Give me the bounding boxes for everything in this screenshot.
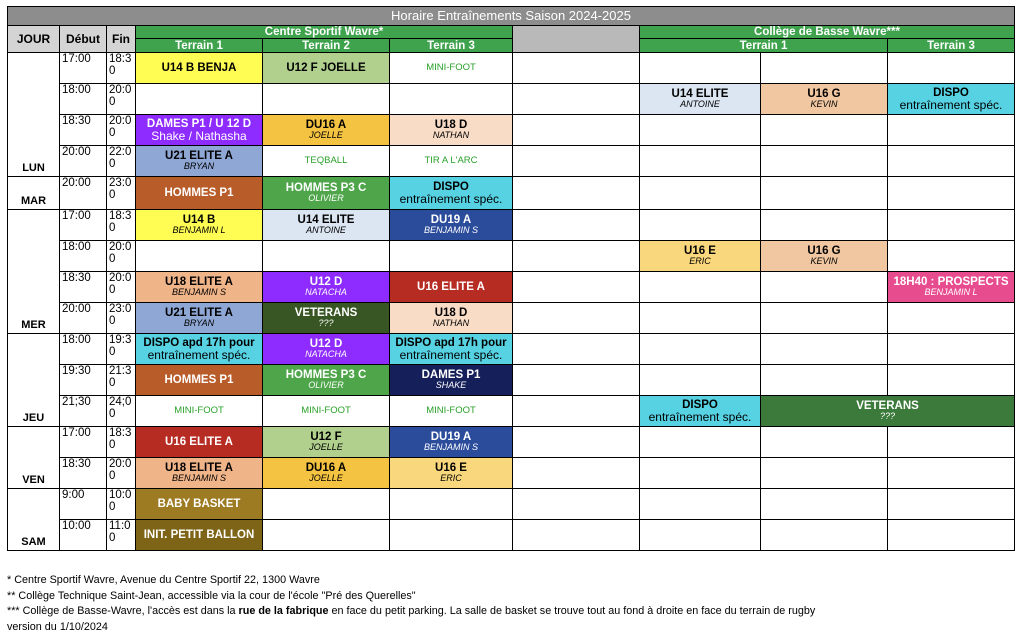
- slot-cell: [263, 115, 390, 146]
- empty-cell: [513, 84, 640, 115]
- slot-cell: [888, 272, 1015, 303]
- slot-cell: [136, 146, 263, 177]
- slot-cell: [640, 84, 761, 115]
- coach-label: SHAKE: [435, 380, 467, 391]
- slot-cell: [390, 146, 513, 177]
- slot-cell: [263, 427, 390, 458]
- coach-label: JOELLE: [309, 473, 343, 484]
- team-label: U14 B BENJA: [161, 62, 237, 75]
- court-header-cbw-1: Terrain 1: [640, 39, 888, 53]
- empty-cell: [263, 84, 390, 115]
- team-label: U18 ELITE A: [165, 276, 233, 289]
- slot-cell: [390, 334, 513, 365]
- slot-cell: [761, 241, 888, 272]
- slot-cell: [263, 303, 390, 334]
- coach-label: NATACHA: [305, 287, 347, 298]
- coach-label: JOELLE: [309, 130, 343, 141]
- team-label: U21 ELITE A: [165, 150, 233, 163]
- empty-cell: [513, 365, 640, 396]
- team-label: DU16 A: [305, 462, 347, 475]
- empty-cell: [888, 210, 1015, 241]
- team-label: U14 ELITE: [297, 214, 355, 227]
- start-time: 18:30: [60, 458, 107, 489]
- slot-cell: [136, 115, 263, 146]
- slot-cell: [136, 458, 263, 489]
- slot-cell: [136, 520, 263, 551]
- empty-cell: [888, 520, 1015, 551]
- team-label: DISPO: [433, 180, 469, 193]
- end-time: 20:00: [107, 458, 136, 489]
- slot-cell: [136, 177, 263, 210]
- empty-cell: [761, 177, 888, 210]
- empty-cell: [640, 53, 761, 84]
- end-time: 22:00: [107, 146, 136, 177]
- coach-label: BENJAMIN S: [423, 442, 478, 453]
- slot-cell: [390, 210, 513, 241]
- empty-cell: [640, 520, 761, 551]
- empty-cell: [888, 177, 1015, 210]
- start-time: 10:00: [60, 520, 107, 551]
- team-label: DISPO apd 17h pour: [143, 336, 255, 349]
- court-header-csw-1: Terrain 1: [136, 39, 263, 53]
- team-label: U12 D: [309, 276, 343, 289]
- activity-label: MINI-FOOT: [426, 405, 476, 417]
- empty-cell: [513, 53, 640, 84]
- start-time: 21;30: [60, 396, 107, 427]
- team-label: HOMMES P3 C: [285, 182, 367, 195]
- team-label: VETERANS: [856, 400, 919, 413]
- day-wednesday: MER: [8, 210, 60, 334]
- empty-cell: [888, 427, 1015, 458]
- start-time: 18:30: [60, 115, 107, 146]
- slot-cell: [640, 396, 761, 427]
- coach-label: ANTOINE: [680, 99, 720, 110]
- day-thursday: JEU: [8, 334, 60, 427]
- footnote-3: [7, 604, 815, 620]
- footnote-2: ** Collège Technique Saint-Jean, accessible via la cour de l'école "Pré des Querelles": [7, 589, 416, 602]
- team-label: U16 G: [807, 245, 841, 258]
- start-time: 18:00: [60, 84, 107, 115]
- empty-cell: [761, 272, 888, 303]
- team-label: U16 ELITE A: [165, 436, 233, 449]
- team-label: U14 B: [182, 214, 216, 227]
- empty-cell: [761, 53, 888, 84]
- end-time: 23:00: [107, 177, 136, 210]
- footnote-1: * Centre Sportif Wavre, Avenue du Centre Sportif 22, 1300 Wavre: [7, 574, 320, 586]
- start-time: 17:00: [60, 53, 107, 84]
- activity-label: MINI-FOOT: [426, 62, 476, 74]
- coach-label: BENJAMIN L: [172, 225, 226, 236]
- schedule-table: [7, 6, 1015, 551]
- court-header-cbw-3: Terrain 3: [888, 39, 1015, 53]
- empty-cell: [390, 84, 513, 115]
- slot-cell: [263, 177, 390, 210]
- separator-column: [513, 26, 640, 53]
- activity-label: MINI-FOOT: [174, 405, 224, 417]
- start-time: 19:30: [60, 365, 107, 396]
- coach-label: ERIC: [689, 256, 711, 267]
- empty-cell: [263, 520, 390, 551]
- team-label: U16 ELITE A: [417, 281, 485, 294]
- slot-cell: [136, 303, 263, 334]
- end-time: 10:00: [107, 489, 136, 520]
- slot-cell: [761, 396, 1015, 427]
- empty-cell: [513, 146, 640, 177]
- slot-cell: [263, 210, 390, 241]
- start-time: 20:00: [60, 303, 107, 334]
- team-label: 18H40 : PROSPECTS: [893, 276, 1009, 289]
- empty-cell: [761, 115, 888, 146]
- start-time: 20:00: [60, 146, 107, 177]
- empty-cell: [761, 334, 888, 365]
- day-tuesday: MAR: [8, 177, 60, 210]
- slot-cell: [263, 53, 390, 84]
- start-time: 9:00: [60, 489, 107, 520]
- coach-label: BENJAMIN S: [423, 225, 478, 236]
- empty-cell: [513, 396, 640, 427]
- empty-cell: [513, 458, 640, 489]
- header-fin: Fin: [107, 26, 136, 53]
- end-time: 20:00: [107, 84, 136, 115]
- slot-cell: [136, 427, 263, 458]
- end-time: 18:30: [107, 53, 136, 84]
- empty-cell: [888, 489, 1015, 520]
- start-time: 18:00: [60, 241, 107, 272]
- coach-label: NATHAN: [432, 318, 470, 329]
- team-label: INIT. PETIT BALLON: [143, 529, 255, 542]
- coach-label: KEVIN: [810, 99, 838, 110]
- empty-cell: [513, 241, 640, 272]
- coach-label: Shake / Nathasha: [151, 128, 247, 143]
- venue-college-basse-wavre: Collège de Basse Wavre***: [640, 26, 1015, 39]
- end-time: 18:30: [107, 427, 136, 458]
- slot-cell: [136, 489, 263, 520]
- empty-cell: [513, 115, 640, 146]
- empty-cell: [390, 520, 513, 551]
- slot-cell: [640, 241, 761, 272]
- slot-cell: [263, 146, 390, 177]
- footnote-3-end: en face du petit parking. La salle de basket se trouve tout au fond à droite en face du terrain de rugby: [328, 605, 816, 617]
- slot-cell: [136, 396, 263, 427]
- team-label: DISPO: [682, 398, 718, 411]
- empty-cell: [513, 520, 640, 551]
- team-label: HOMMES P1: [164, 374, 234, 387]
- slot-cell: [136, 210, 263, 241]
- slot-cell: [390, 53, 513, 84]
- venue-centre-sportif-wavre: Centre Sportif Wavre*: [136, 26, 513, 39]
- empty-cell: [888, 334, 1015, 365]
- empty-cell: [761, 427, 888, 458]
- team-label: U18 D: [434, 119, 468, 132]
- empty-cell: [640, 427, 761, 458]
- team-label: U16 E: [684, 245, 716, 258]
- slot-cell: [390, 458, 513, 489]
- team-label: DU16 A: [305, 119, 347, 132]
- empty-cell: [513, 427, 640, 458]
- version-note: version du 1/10/2024: [7, 620, 108, 633]
- coach-label: JOELLE: [309, 442, 343, 453]
- empty-cell: [263, 241, 390, 272]
- slot-cell: [263, 334, 390, 365]
- team-label: VETERANS: [294, 307, 358, 320]
- slot-cell: [136, 272, 263, 303]
- slot-cell: [888, 84, 1015, 115]
- coach-label: entraînement spéc.: [648, 409, 752, 424]
- empty-cell: [761, 146, 888, 177]
- footnote-3-street: rue de la fabrique: [238, 605, 329, 617]
- team-label: U16 G: [807, 88, 841, 101]
- empty-cell: [761, 520, 888, 551]
- slot-cell: [390, 396, 513, 427]
- empty-cell: [640, 303, 761, 334]
- empty-cell: [640, 177, 761, 210]
- coach-label: OLIVIER: [308, 193, 344, 204]
- empty-cell: [761, 303, 888, 334]
- court-header-csw-2: Terrain 2: [263, 39, 390, 53]
- empty-cell: [513, 272, 640, 303]
- team-label: U12 F JOELLE: [286, 62, 366, 75]
- team-label: DISPO: [933, 86, 969, 99]
- end-time: 24;00: [107, 396, 136, 427]
- team-label: BABY BASKET: [157, 498, 241, 511]
- empty-cell: [513, 210, 640, 241]
- end-time: 21:30: [107, 365, 136, 396]
- start-time: 20:00: [60, 177, 107, 210]
- start-time: 17:00: [60, 210, 107, 241]
- empty-cell: [761, 489, 888, 520]
- team-label: U18 ELITE A: [165, 462, 233, 475]
- start-time: 18:00: [60, 334, 107, 365]
- slot-cell: [263, 458, 390, 489]
- empty-cell: [136, 241, 263, 272]
- empty-cell: [640, 210, 761, 241]
- team-label: DAMES P1: [421, 369, 481, 382]
- empty-cell: [761, 210, 888, 241]
- slot-cell: [390, 427, 513, 458]
- coach-label: entraînement spéc.: [399, 347, 503, 362]
- footnotes: [7, 573, 815, 635]
- coach-label: BRYAN: [183, 161, 215, 172]
- slot-cell: [761, 84, 888, 115]
- coach-label: ???: [879, 411, 896, 422]
- team-label: DAMES P1 / U 12 D: [146, 117, 252, 130]
- empty-cell: [888, 365, 1015, 396]
- team-label: U12 D: [309, 338, 343, 351]
- coach-label: NATACHA: [305, 349, 347, 360]
- slot-cell: [390, 115, 513, 146]
- empty-cell: [888, 146, 1015, 177]
- empty-cell: [640, 334, 761, 365]
- day-friday: VEN: [8, 427, 60, 489]
- empty-cell: [640, 115, 761, 146]
- team-label: DU19 A: [430, 431, 472, 444]
- team-label: U21 ELITE A: [165, 307, 233, 320]
- team-label: HOMMES P3 C: [285, 369, 367, 382]
- slot-cell: [390, 365, 513, 396]
- empty-cell: [513, 303, 640, 334]
- empty-cell: [640, 458, 761, 489]
- team-label: DISPO apd 17h pour: [395, 336, 507, 349]
- team-label: U18 D: [434, 307, 468, 320]
- coach-label: ERIC: [440, 473, 462, 484]
- slot-cell: [390, 303, 513, 334]
- end-time: 20:00: [107, 241, 136, 272]
- end-time: 20:00: [107, 115, 136, 146]
- header-debut: Début: [60, 26, 107, 53]
- coach-label: NATHAN: [432, 130, 470, 141]
- empty-cell: [888, 53, 1015, 84]
- schedule-title: Horaire Entraînements Saison 2024-2025: [8, 7, 1015, 26]
- activity-label: MINI-FOOT: [301, 405, 351, 417]
- empty-cell: [640, 146, 761, 177]
- footnote-3-start: *** Collège de Basse-Wavre, l'accès est dans la: [7, 605, 239, 617]
- end-time: 18:30: [107, 210, 136, 241]
- slot-cell: [390, 177, 513, 210]
- empty-cell: [513, 489, 640, 520]
- coach-label: entraînement spéc.: [399, 191, 503, 206]
- empty-cell: [888, 458, 1015, 489]
- team-label: U16 E: [435, 462, 467, 475]
- slot-cell: [136, 53, 263, 84]
- empty-cell: [390, 489, 513, 520]
- slot-cell: [263, 365, 390, 396]
- coach-label: BRYAN: [183, 318, 215, 329]
- coach-label: entraînement spéc.: [899, 97, 1003, 112]
- slot-cell: [136, 365, 263, 396]
- day-saturday: SAM: [8, 489, 60, 551]
- empty-cell: [888, 115, 1015, 146]
- empty-cell: [640, 272, 761, 303]
- coach-label: entraînement spéc.: [147, 347, 251, 362]
- coach-label: BENJAMIN S: [171, 287, 226, 298]
- coach-label: BENJAMIN S: [171, 473, 226, 484]
- end-time: 11:00: [107, 520, 136, 551]
- slot-cell: [390, 272, 513, 303]
- header-jour: JOUR: [8, 26, 60, 53]
- team-label: HOMMES P1: [164, 187, 234, 200]
- activity-label: TIR A L'ARC: [424, 155, 478, 167]
- empty-cell: [513, 177, 640, 210]
- slot-cell: [136, 334, 263, 365]
- empty-cell: [761, 365, 888, 396]
- team-label: U12 F: [310, 431, 342, 444]
- empty-cell: [640, 489, 761, 520]
- end-time: 19:30: [107, 334, 136, 365]
- start-time: 18:30: [60, 272, 107, 303]
- end-time: 20:00: [107, 272, 136, 303]
- activity-label: TEQBALL: [304, 155, 348, 167]
- start-time: 17:00: [60, 427, 107, 458]
- empty-cell: [761, 458, 888, 489]
- empty-cell: [390, 241, 513, 272]
- coach-label: ???: [318, 318, 334, 329]
- coach-label: KEVIN: [810, 256, 838, 267]
- slot-cell: [263, 272, 390, 303]
- team-label: U14 ELITE: [671, 88, 729, 101]
- slot-cell: [263, 396, 390, 427]
- coach-label: ANTOINE: [306, 225, 346, 236]
- coach-label: BENJAMIN L: [924, 287, 978, 298]
- court-header-csw-3: Terrain 3: [390, 39, 513, 53]
- end-time: 23:00: [107, 303, 136, 334]
- empty-cell: [136, 84, 263, 115]
- empty-cell: [888, 303, 1015, 334]
- empty-cell: [513, 334, 640, 365]
- empty-cell: [888, 241, 1015, 272]
- day-monday: LUN: [8, 53, 60, 177]
- empty-cell: [640, 365, 761, 396]
- empty-cell: [263, 489, 390, 520]
- coach-label: OLIVIER: [308, 380, 344, 391]
- team-label: DU19 A: [430, 214, 472, 227]
- schedule-sheet: [7, 6, 1015, 551]
